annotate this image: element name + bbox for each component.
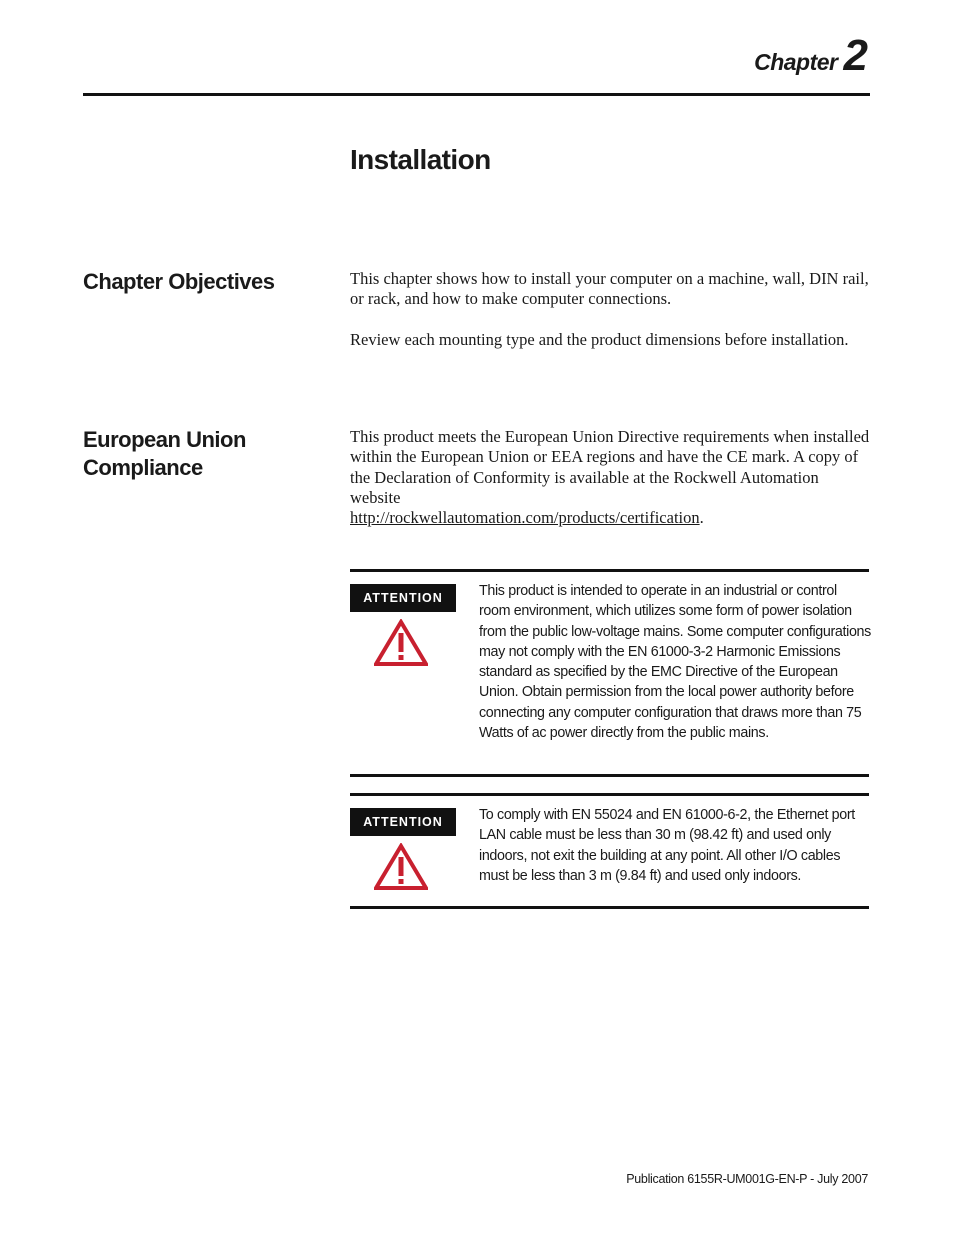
attention-block-2: [350, 793, 869, 909]
attention-badge: ATTENTION: [350, 808, 456, 836]
chapter-label: Chapter: [754, 49, 838, 75]
attention-text: To comply with EN 55024 and EN 61000-6-2, the Ethernet port LAN cable must be less than 30 m (98.42 ft) and used only indoors, not exit the building at any point. All other I/O cables must be less than 3 m (9.84 ft) and used only indoors.: [479, 807, 855, 884]
section-heading-eu-compliance: European Union Compliance: [83, 427, 246, 480]
warning-triangle-icon: [374, 843, 428, 891]
section-heading-objectives: Chapter Objectives: [83, 269, 275, 294]
certification-link[interactable]: http://rockwellautomation.com/products/certification: [350, 508, 700, 528]
attention-badge: ATTENTION: [350, 584, 456, 612]
eu-compliance-paragraph: [350, 427, 870, 528]
header-rule: [83, 93, 870, 96]
objectives-paragraph-1: This chapter shows how to install your computer on a machine, wall, DIN rail, or rack, and how to make computer connections.: [350, 269, 869, 309]
warning-triangle-icon: [374, 619, 428, 667]
objectives-paragraph-2: Review each mounting type and the product dimensions before installation.: [350, 330, 849, 349]
link-suffix: .: [699, 508, 704, 528]
page-title: Installation: [350, 144, 491, 175]
chapter-header: [754, 31, 868, 80]
eu-compliance-text: This product meets the European Union Directive requirements when installed within the European Union or EEA regions and have the CE mark. A copy of the Declaration of Conformity is available at the Rockwell Automation website: [350, 427, 870, 507]
attention-text: This product is intended to operate in an industrial or control room environment, which utilizes some form of power isolation from the public low-voltage mains. Some computer configurations may not comply with the EN 61000-3-2 Harmonic Emissions standard as specified by the EMC Directive of the European Union. Obtain permission from the local power authority before connecting any computer configuration that draws more than 75 Watts of ac power directly from the public mains.: [479, 583, 871, 742]
publication-footer: Publication 6155R-UM001G-EN-P - July 2007: [626, 1172, 868, 1186]
chapter-number: 2: [843, 31, 868, 80]
attention-block-1: [350, 569, 869, 777]
